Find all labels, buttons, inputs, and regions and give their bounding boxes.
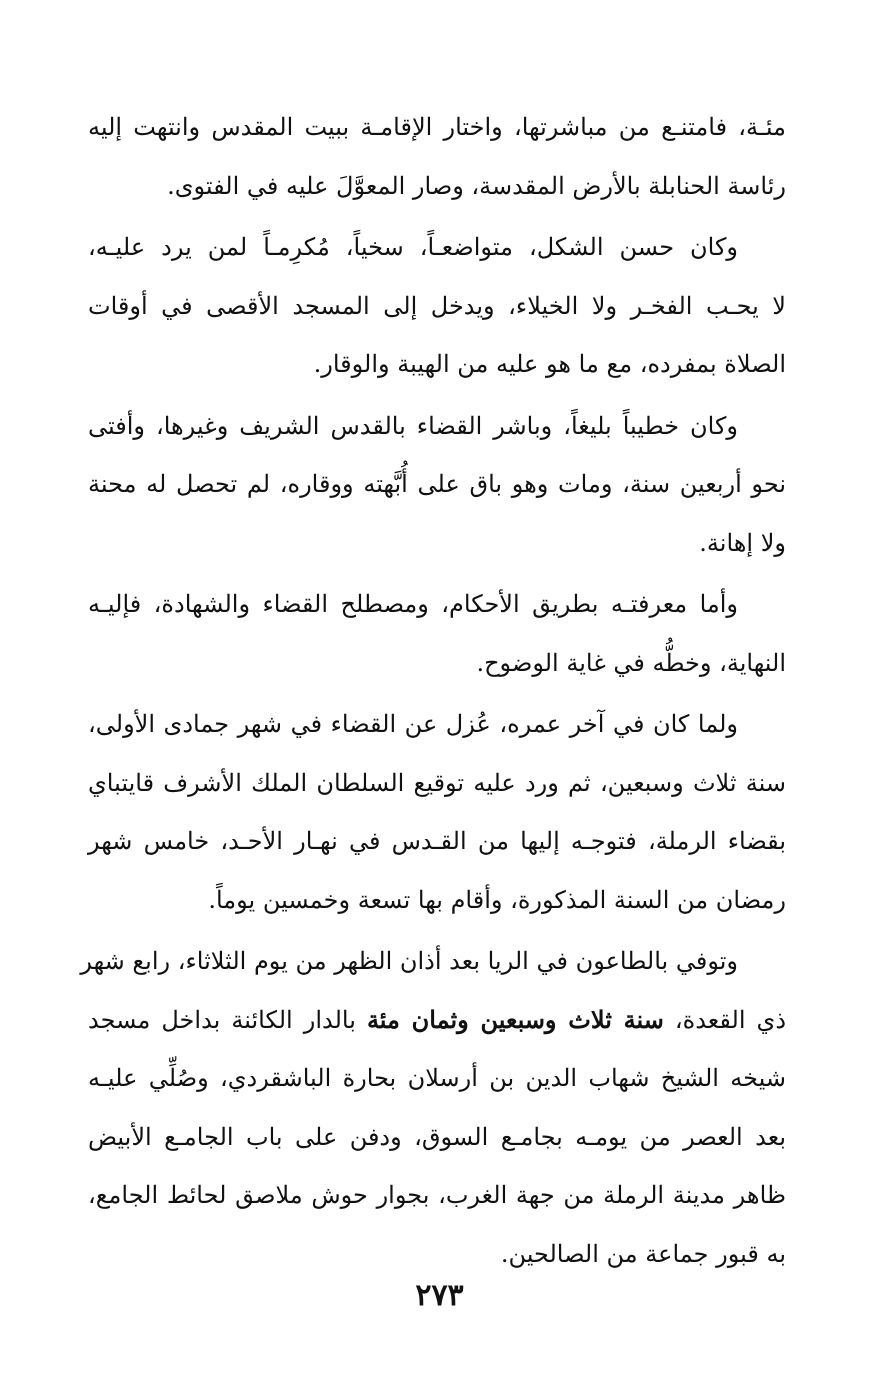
paragraph-1 xyxy=(88,98,786,215)
text-line xyxy=(88,218,786,277)
text-segment: بالدار الكائنة بداخل مسجد xyxy=(88,1005,367,1034)
text-line: لا يحـب الفخـر ولا الخيلاء، ويدخل إلى المسجد الأقصى في أوقات xyxy=(88,291,786,320)
text-line: به قبور جماعة من الصالحين. xyxy=(500,1239,786,1268)
text-segment: ذي القعدة، xyxy=(663,1005,787,1034)
page-number: ٢٧٣ xyxy=(415,1278,464,1313)
text-line xyxy=(88,397,786,456)
text-line: بقضاء الرملة، فتوجـه إليها من القـدس في نهـار الأحـد، خامس شهر xyxy=(88,827,786,855)
text-line: سنة ثلاث وسبعين، ثم ورد عليه توقيع السلطان الملك الأشرف قايتباي xyxy=(88,768,786,797)
text-line: ظاهر مدينة الرملة من جهة الغرب، بجوار حوش ملاصق لحائط الجامع، xyxy=(88,1181,786,1209)
text-line xyxy=(88,695,786,754)
text-line: الصلاة بمفرده، مع ما هو عليه من الهيبة والوقار. xyxy=(313,350,786,378)
text-line xyxy=(88,991,786,1050)
paragraph-3 xyxy=(88,397,786,573)
text-line: ولا إهانة. xyxy=(699,528,786,557)
bold-date-text: سنة ثلاث وسبعين وثمان مئة xyxy=(366,1004,664,1034)
text-line-content: وتوفي بالطاعون في الريا بعد أذان الظهر من يوم الثلاثاء، رابع شهر xyxy=(80,947,738,975)
paragraph-6 xyxy=(80,932,787,1283)
paragraph-4 xyxy=(88,575,786,692)
text-line: شيخه الشيخ شهاب الدين بن أرسلان بحارة الباشقردي، وصُلِّي عليـه xyxy=(88,1064,786,1092)
text-line-content: وأما معرفتـه بطريق الأحكام، ومصطلح القضاء والشهادة، فإليـه xyxy=(88,590,738,618)
text-line: بعد العصر من يومـه بجامـع السوق، ودفن على باب الجامـع الأبيض xyxy=(88,1122,786,1151)
paragraph-5 xyxy=(88,695,786,929)
paragraph-2 xyxy=(88,218,786,394)
text-line-content: وكان خطيباً بليغاً، وباشر القضاء بالقدس الشريف وغيرها، وأفتى xyxy=(88,411,738,440)
text-line: رئاسة الحنابلة بالأرض المقدسة، وصار المعوَّلَ عليه في الفتوى. xyxy=(167,171,786,200)
text-line xyxy=(88,575,786,634)
text-line-content: وكان حسن الشكل، متواضعـاً، سخياً، مُكرِمـاً لمن يرد عليـه، xyxy=(88,233,738,261)
text-line: مئـة، فامتنـع من مباشرتها، واختار الإقامـة ببيت المقدس وانتهت إليه xyxy=(88,113,786,141)
text-line: النهاية، وخطُّه في غاية الوضوح. xyxy=(476,648,786,677)
text-line: رمضان من السنة المذكورة، وأقام بها تسعة وخمسين يوماً. xyxy=(208,885,786,914)
text-line: نحو أربعين سنة، ومات وهو باق على أُبَّهته ووقاره، لم تحصل له محنة xyxy=(88,470,786,498)
page-text xyxy=(80,98,787,1286)
text-line xyxy=(80,932,786,991)
text-line-content: ولما كان في آخر عمره، عُزل عن القضاء في شهر جمادى الأولى، xyxy=(88,710,738,738)
